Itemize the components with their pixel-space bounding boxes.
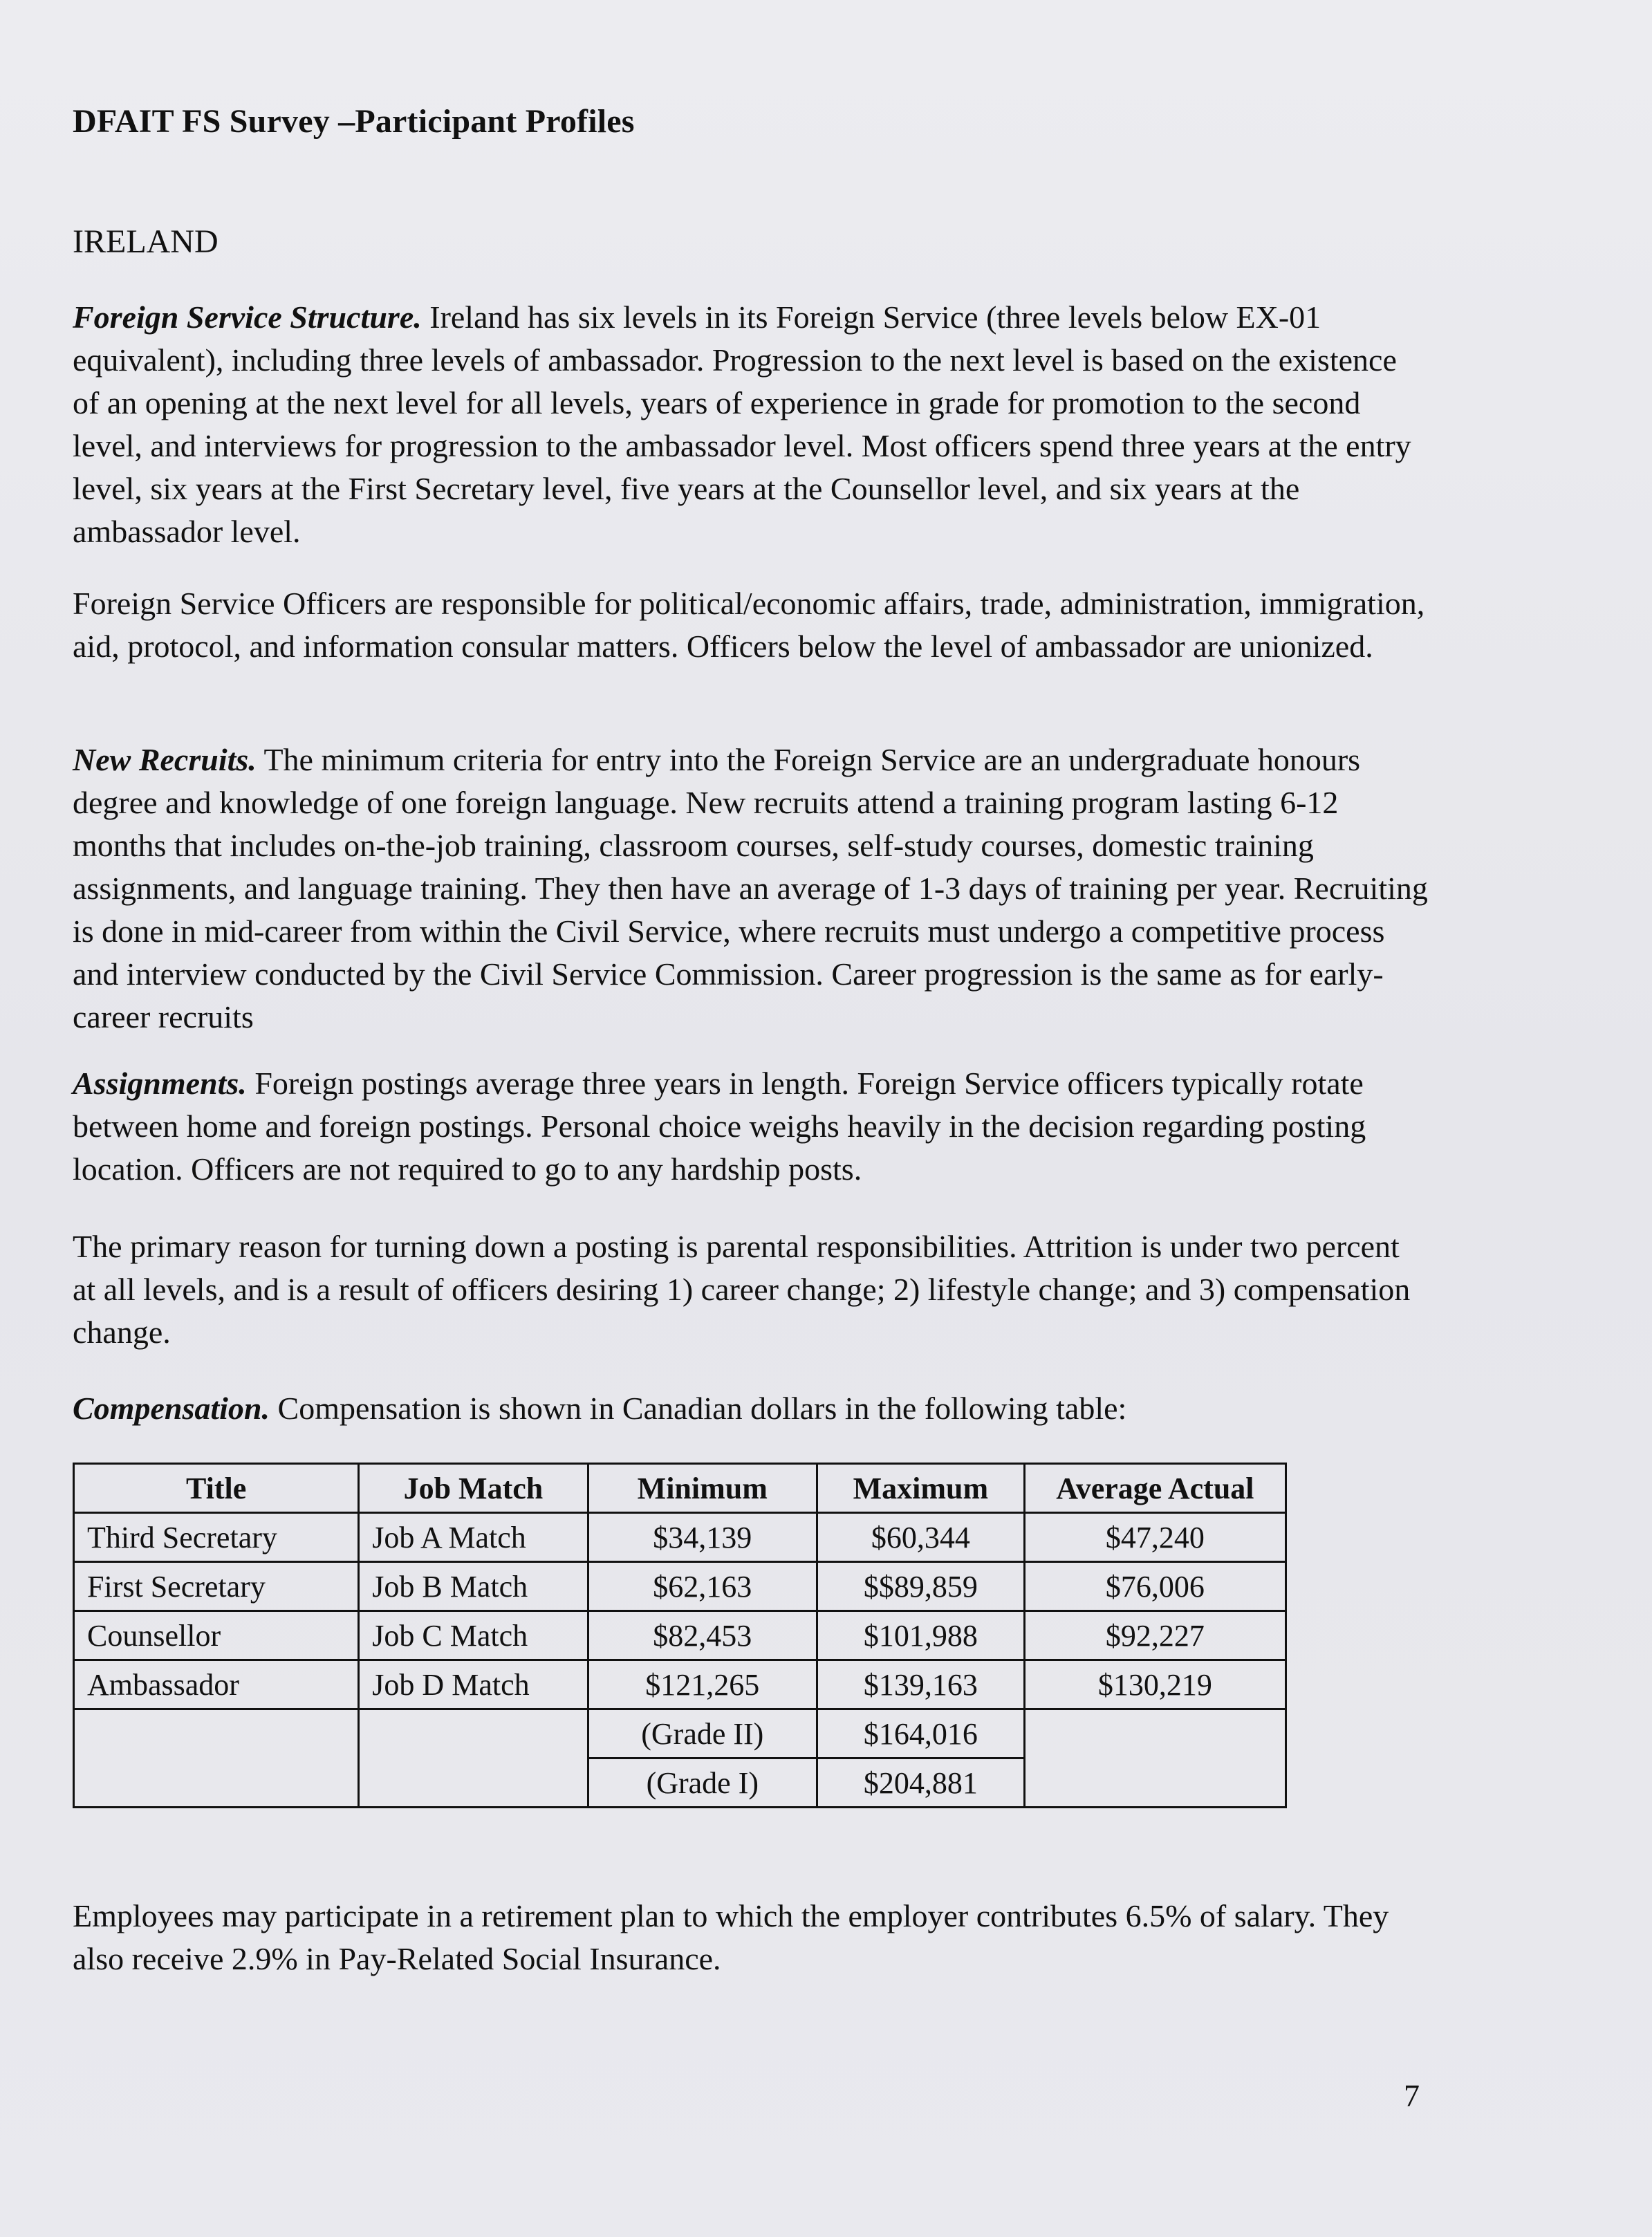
table-cell [74,1758,359,1808]
table-cell [359,1709,588,1758]
table-row [74,1709,1286,1758]
table-header-cell: Job Match [359,1464,588,1513]
table-cell: $$89,859 [817,1562,1025,1611]
compensation-paragraph [73,1387,1428,1430]
paragraph-lead: Compensation. [73,1391,270,1426]
paragraph-text: The primary reason for turning down a posting is parental responsibilities. Attrition is under two percent at all levels, and is a result of officers desiring 1) career change; 2) lifestyle change; and 3) compensation change. [73,1229,1411,1350]
table-cell: (Grade II) [588,1709,817,1758]
document-title: DFAIT FS Survey –Participant Profiles [73,103,635,140]
table-cell: $204,881 [817,1758,1025,1808]
table-cell: $101,988 [817,1611,1025,1660]
table-cell: Job C Match [359,1611,588,1660]
table-cell: Counsellor [74,1611,359,1660]
table-cell: $121,265 [588,1660,817,1709]
table-header-cell: Title [74,1464,359,1513]
table-cell [1024,1709,1286,1758]
table-row [74,1611,1286,1660]
table-cell: $130,219 [1024,1660,1286,1709]
compensation-table [73,1463,1287,1808]
table-cell: $34,139 [588,1513,817,1562]
table-row [74,1758,1286,1808]
table-cell: Ambassador [74,1660,359,1709]
paragraph-lead: Foreign Service Structure. [73,299,422,335]
paragraph-text: Compensation is shown in Canadian dollars in the following table: [270,1391,1127,1426]
table-header-row [74,1464,1286,1513]
table-cell [359,1758,588,1808]
table-cell: First Secretary [74,1562,359,1611]
paragraph-text: Foreign Service Officers are responsible for political/economic affairs, trade, administration, immigration, aid, protocol, and information consular matters. Officers below the level of ambassador are unionized. [73,586,1425,664]
paragraph-lead: New Recruits. [73,742,257,777]
table-cell: $47,240 [1024,1513,1286,1562]
paragraph-text: The minimum criteria for entry into the Foreign Service are an undergraduate honours degree and knowledge of one foreign language. New recruits attend a training program lasting 6-12 months that includes on-the-job training, classroom courses, self-study courses, domestic training assignments, and language training. They then have an average of 1-3 days of training per year. Recruiting is done in mid-career from within the Civil Service, where recruits must undergo a competitive process and interview conducted by the Civil Service Commission. Career progression is the same as for early-career recruits [73,742,1428,1034]
attrition-paragraph [73,1225,1428,1354]
paragraph-lead: Assignments. [73,1066,247,1101]
assignments-paragraph [73,1062,1428,1191]
new-recruits-paragraph [73,739,1428,1039]
retirement-paragraph [73,1895,1428,1980]
table-cell: $164,016 [817,1709,1025,1758]
table-cell: Job D Match [359,1660,588,1709]
table-header-cell: Average Actual [1024,1464,1286,1513]
table-cell: $62,163 [588,1562,817,1611]
paragraph-text: Foreign postings average three years in length. Foreign Service officers typically rotate between home and foreign postings. Personal choice weighs heavily in the decision regarding posting location. Officers are not required to go to any hardship posts. [73,1066,1366,1187]
table-header-cell: Minimum [588,1464,817,1513]
table-cell [74,1709,359,1758]
paragraph-text: Ireland has six levels in its Foreign Service (three levels below EX-01 equivalent), including three levels of ambassador. Progression to the next level is based on the existence of an opening at the next level for all levels, years of experience in grade for promotion to the second level, and interviews for progression to the ambassador level. Most officers spend three years at the entry level, six years at the First Secretary level, five years at the Counsellor level, and six years at the ambassador level. [73,299,1411,549]
foreign-service-structure-paragraph [73,296,1428,553]
country-heading: IRELAND [73,223,219,260]
table-cell: $92,227 [1024,1611,1286,1660]
table-cell: $139,163 [817,1660,1025,1709]
responsibilities-paragraph [73,582,1428,668]
table-row [74,1562,1286,1611]
table-cell: (Grade I) [588,1758,817,1808]
table-cell: $60,344 [817,1513,1025,1562]
table-cell: $82,453 [588,1611,817,1660]
table-cell [1024,1758,1286,1808]
paragraph-text: Employees may participate in a retirement plan to which the employer contributes 6.5% of salary. They also receive 2.9% in Pay-Related Social Insurance. [73,1898,1389,1976]
table-cell: Third Secretary [74,1513,359,1562]
table-cell: $76,006 [1024,1562,1286,1611]
page-number: 7 [1404,2078,1420,2113]
table-cell: Job B Match [359,1562,588,1611]
table-row [74,1513,1286,1562]
table-cell: Job A Match [359,1513,588,1562]
table-header-cell: Maximum [817,1464,1025,1513]
table-row [74,1660,1286,1709]
